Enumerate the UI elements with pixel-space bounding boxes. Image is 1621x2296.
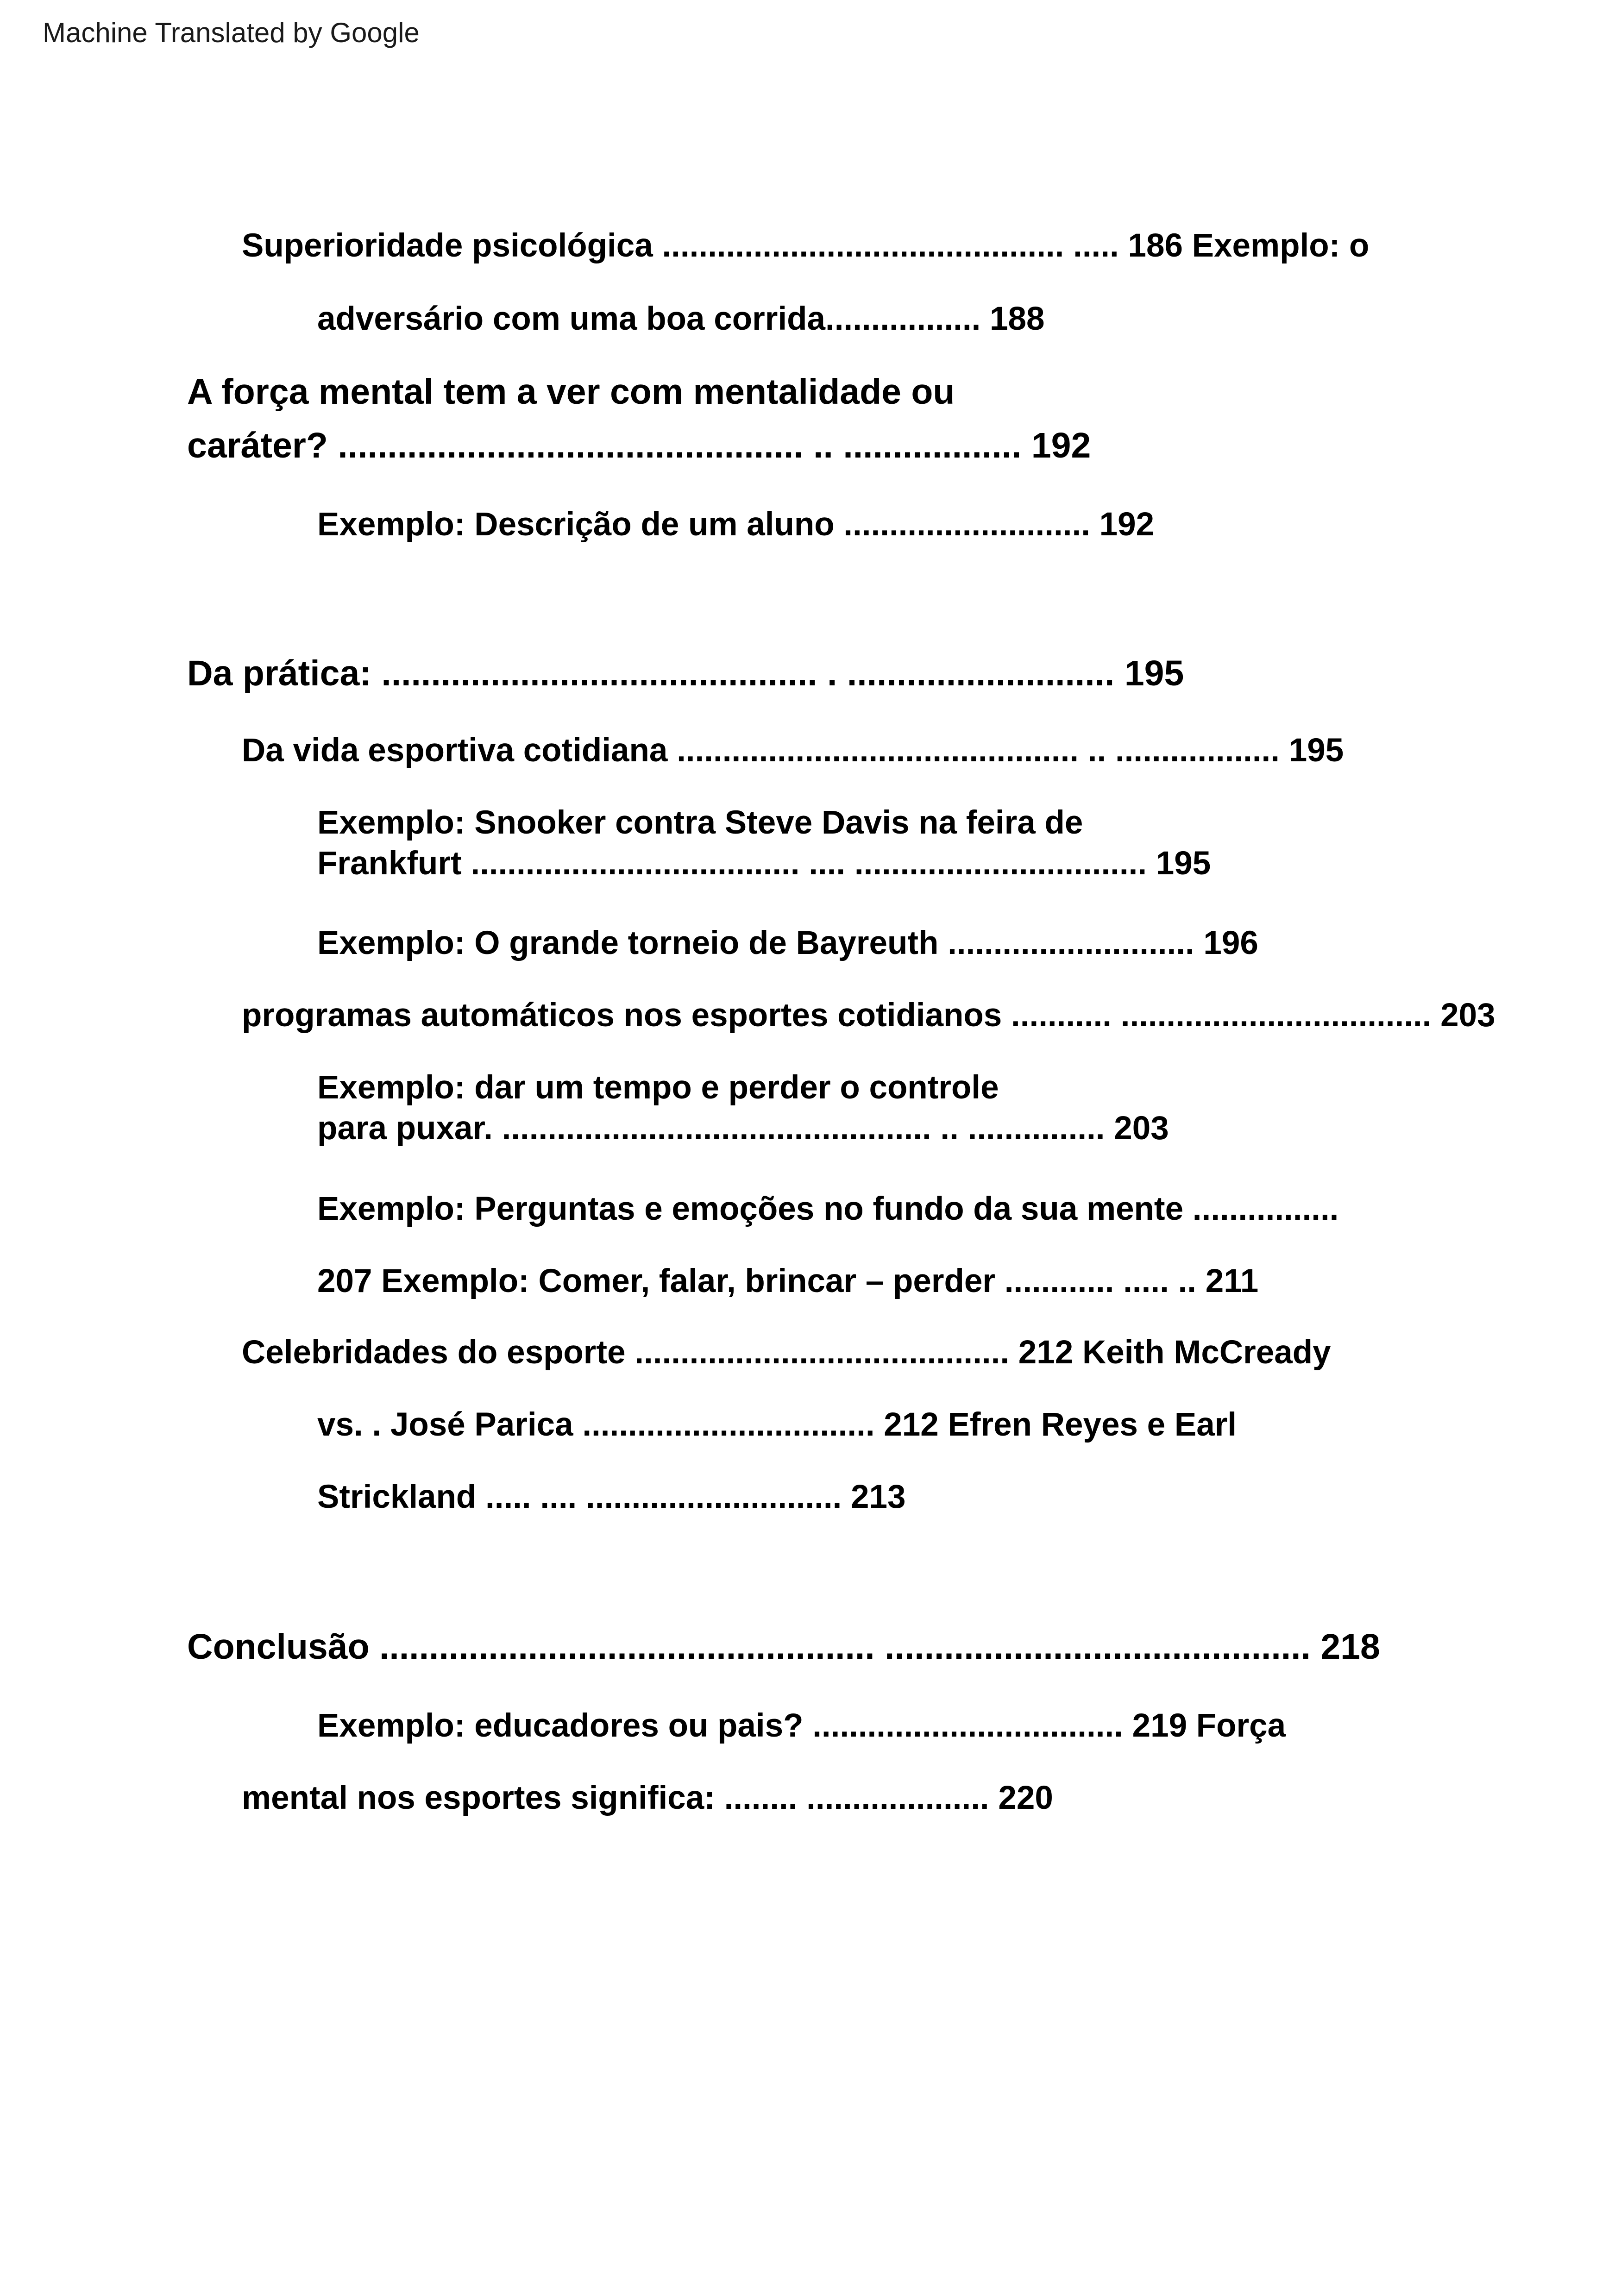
toc-line: para puxar. ............................................... .. ............... 203 (317, 1110, 1169, 1147)
toc-line: Exemplo: O grande torneio de Bayreuth ........................... 196 (317, 925, 1258, 961)
toc-line: vs. . José Parica ................................ 212 Efren Reyes e Earl (317, 1406, 1237, 1443)
toc-line: programas automáticos nos esportes cotidianos ........... .................................. 203 (242, 997, 1495, 1034)
toc-line: Da vida esportiva cotidiana ............................................ .. .................. 195 (242, 732, 1344, 769)
toc-line: Exemplo: Descrição de um aluno ........................... 192 (317, 506, 1155, 543)
toc-line: mental nos esportes significa: ........ .................... 220 (242, 1780, 1053, 1816)
toc-line: Exemplo: educadores ou pais? .................................. 219 Força (317, 1707, 1286, 1744)
toc-line: Exemplo: dar um tempo e perder o controle (317, 1069, 999, 1106)
toc-line: Conclusão .................................................. ........................................... 218 (187, 1627, 1380, 1667)
toc-line: caráter? ............................................... .. .................. 192 (187, 426, 1091, 465)
toc-line: Celebridades do esporte ......................................... 212 Keith McCready (242, 1334, 1331, 1371)
toc-line: Frankfurt .................................... .... ................................ 195 (317, 845, 1211, 882)
toc-line: Da prática: ............................................ . ........................... 195 (187, 653, 1184, 693)
toc-line: Strickland ..... .... ............................ 213 (317, 1479, 906, 1515)
toc-line: adversário com uma boa corrida................. 188 (317, 301, 1045, 337)
toc-line: 207 Exemplo: Comer, falar, brincar – perder ............ ..... .. 211 (317, 1263, 1259, 1299)
toc-line: A força mental tem a ver com mentalidade ou (187, 372, 955, 412)
machine-translation-note: Machine Translated by Google (43, 17, 420, 48)
toc-line: Exemplo: Perguntas e emoções no fundo da sua mente ................ (317, 1191, 1339, 1227)
toc-line: Exemplo: Snooker contra Steve Davis na feira de (317, 804, 1083, 841)
toc-line: Superioridade psicológica ............................................ ..... 186 Exemplo: o (242, 227, 1370, 264)
